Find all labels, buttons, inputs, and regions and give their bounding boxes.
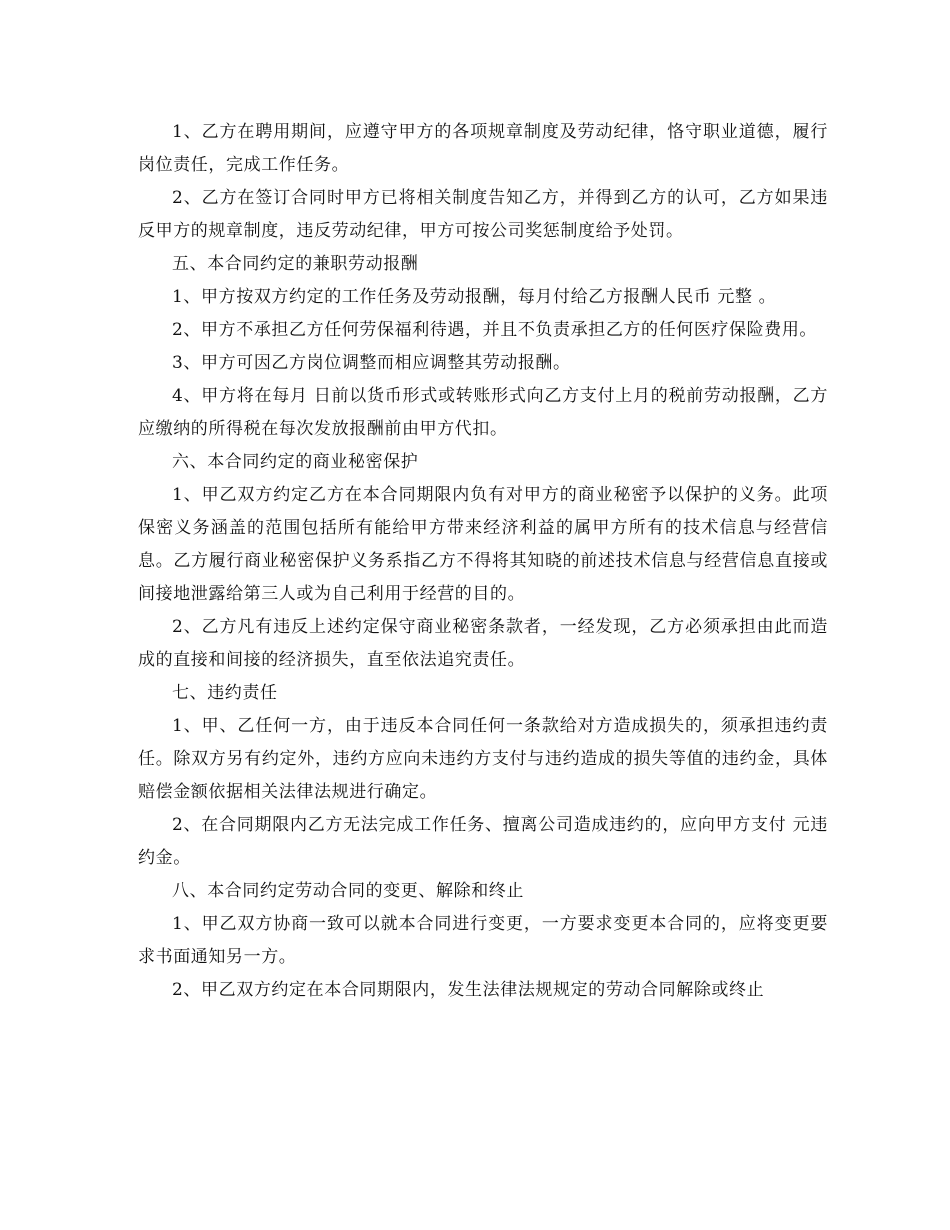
paragraph: 2、甲方不承担乙方任何劳保福利待遇，并且不负责承担乙方的任何医疗保险费用。 xyxy=(172,320,818,340)
section-heading: 六、本合同约定的商业秘密保护 xyxy=(172,452,419,472)
paragraph: 1、甲方按双方约定的工作任务及劳动报酬，每月付给乙方报酬人民币 元整 。 xyxy=(172,287,777,307)
paragraph: 3、甲方可因乙方岗位调整而相应调整其劳动报酬。 xyxy=(172,353,571,373)
paragraph: 1、甲、乙任何一方，由于违反本合同任何一条款给对方造成损失的，须承担违约责任。除双方另有约定外，违约方应向未违约方支付与违约造成的损失等值的违约金，具体赔偿金额依据相关法律法规进行确定。 xyxy=(138,716,828,802)
section-heading: 七、违约责任 xyxy=(172,683,278,703)
paragraph: 2、乙方凡有违反上述约定保守商业秘密条款者，一经发现，乙方必须承担由此而造成的直接和间接的经济损失，直至依法追究责任。 xyxy=(138,617,828,670)
paragraph: 1、甲乙双方约定乙方在本合同期限内负有对甲方的商业秘密予以保护的义务。此项保密义务涵盖的范围包括所有能给甲方带来经济利益的属甲方所有的技术信息与经营信息。乙方履行商业秘密保护义务系指乙方不得将其知晓的前述技术信息与经营信息直接或间接地泄露给第三人或为自己利用于经营的目的。 xyxy=(138,485,828,604)
paragraph: 2、乙方在签订合同时甲方已将相关制度告知乙方，并得到乙方的认可，乙方如果违反甲方的规章制度，违反劳动纪律，甲方可按公司奖惩制度给予处罚。 xyxy=(138,188,828,241)
paragraph: 1、乙方在聘用期间，应遵守甲方的各项规章制度及劳动纪律，恪守职业道德，履行岗位责任，完成工作任务。 xyxy=(138,122,828,175)
paragraph: 4、甲方将在每月 日前以货币形式或转账形式向乙方支付上月的税前劳动报酬，乙方应缴纳的所得税在每次发放报酬前由甲方代扣。 xyxy=(138,386,828,439)
document-body xyxy=(138,116,828,1007)
section-heading: 八、本合同约定劳动合同的变更、解除和终止 xyxy=(172,881,524,901)
paragraph: 2、甲乙双方约定在本合同期限内，发生法律法规规定的劳动合同解除或终止 xyxy=(172,980,765,1000)
paragraph: 1、甲乙双方协商一致可以就本合同进行变更，一方要求变更本合同的，应将变更要求书面通知另一方。 xyxy=(138,914,828,967)
section-heading: 五、本合同约定的兼职劳动报酬 xyxy=(172,254,419,274)
paragraph: 2、在合同期限内乙方无法完成工作任务、擅离公司造成违约的，应向甲方支付 元违约金。 xyxy=(138,815,828,868)
